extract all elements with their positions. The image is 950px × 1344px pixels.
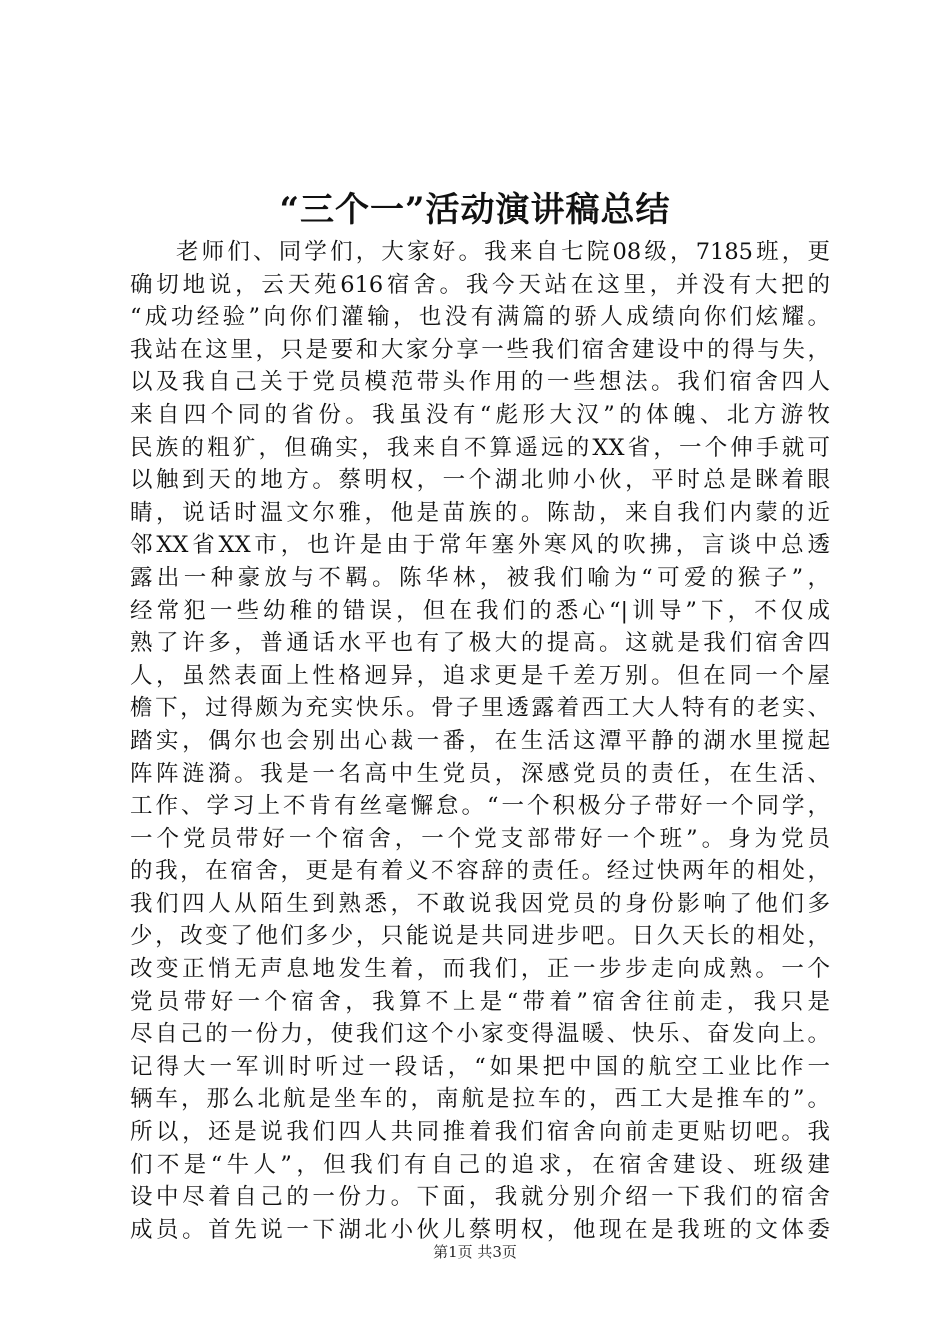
body-line: 我们四人从陌生到熟悉，不敢说我因党员的身份影响了他们多 [130, 890, 830, 917]
body-line: 民族的粗犷，但确实，我来自不算遥远的XX省，一个伸手就可 [130, 434, 830, 461]
body-line: 经常犯一些幼稚的错误，但在我们的悉心“|训导”下，不仅成 [130, 597, 830, 624]
body-line: 所以，还是说我们四人共同推着我们宿舍向前走更贴切吧。我 [130, 1119, 830, 1146]
body-line: 党员带好一个宿舍，我算不上是“带着”宿舍往前走，我只是 [130, 988, 830, 1015]
body-line: 露出一种豪放与不羁。陈华林，被我们喻为“可爱的猴子”， [130, 564, 830, 591]
body-line: 檐下，过得颇为充实快乐。骨子里透露着西工大人特有的老实、 [130, 695, 830, 722]
body-line: 踏实，偶尔也会别出心裁一番，在生活这潭平静的湖水里搅起 [130, 727, 830, 754]
page-footer: 第1页 共3页 [433, 1243, 517, 1261]
body-line: 确切地说，云天苑616宿舍。我今天站在这里，并没有大把的 [130, 271, 830, 298]
body-line: 邻XX省XX市，也许是由于常年塞外寒风的吹拂，言谈中总透 [130, 532, 830, 559]
document-title: “三个一”活动演讲稿总结 [279, 190, 671, 230]
body-line: 成员。首先说一下湖北小伙儿蔡明权，他现在是我班的文体委 [130, 1216, 830, 1243]
body-line: 以触到天的地方。蔡明权，一个湖北帅小伙，平时总是眯着眼 [130, 467, 830, 494]
body-line: 工作、学习上不肯有丝毫懈怠。“一个积极分子带好一个同学， [130, 793, 830, 820]
body-line: 的我，在宿舍，更是有着义不容辞的责任。经过快两年的相处， [130, 858, 830, 885]
body-line: 我站在这里，只是要和大家分享一些我们宿舍建设中的得与失， [130, 336, 830, 363]
body-line: “成功经验”向你们灌输，也没有满篇的骄人成绩向你们炫耀。 [130, 304, 830, 331]
body-line: 们不是“牛人”，但我们有自己的追求，在宿舍建设、班级建 [130, 1151, 830, 1178]
body-line: 熟了许多，普通话水平也有了极大的提高。这就是我们宿舍四 [130, 630, 830, 657]
body-line: 少，改变了他们多少，只能说是共同进步吧。日久天长的相处， [130, 923, 830, 950]
body-line: 阵阵涟漪。我是一名高中生党员，深感党员的责任，在生活、 [130, 760, 830, 787]
body-line: 尽自己的一份力，使我们这个小家变得温暖、快乐、奋发向上。 [130, 1021, 830, 1048]
body-line: 改变正悄无声息地发生着，而我们，正一步步走向成熟。一个 [130, 956, 830, 983]
body-line: 一个党员带好一个宿舍，一个党支部带好一个班”。身为党员 [130, 825, 830, 852]
body-line: 记得大一军训时听过一段话，“如果把中国的航空工业比作一 [130, 1053, 830, 1080]
body-line: 来自四个同的省份。我虽没有“彪形大汉”的体魄、北方游牧 [130, 401, 830, 428]
body-line: 睛，说话时温文尔雅，他是苗族的。陈劼，来自我们内蒙的近 [130, 499, 830, 526]
body-line: 人，虽然表面上性格迥异，追求更是千差万别。但在同一个屋 [130, 662, 830, 689]
body-line: 以及我自己关于党员模范带头作用的一些想法。我们宿舍四人 [130, 369, 830, 396]
body-line: 老师们、同学们，大家好。我来自七院08级，7185班，更 [176, 239, 830, 265]
body-line: 辆车，那么北航是坐车的，南航是拉车的，西工大是推车的”。 [130, 1086, 830, 1113]
body-line: 设中尽着自己的一份力。下面，我就分别介绍一下我们的宿舍 [130, 1184, 830, 1211]
document-body [130, 236, 830, 1246]
